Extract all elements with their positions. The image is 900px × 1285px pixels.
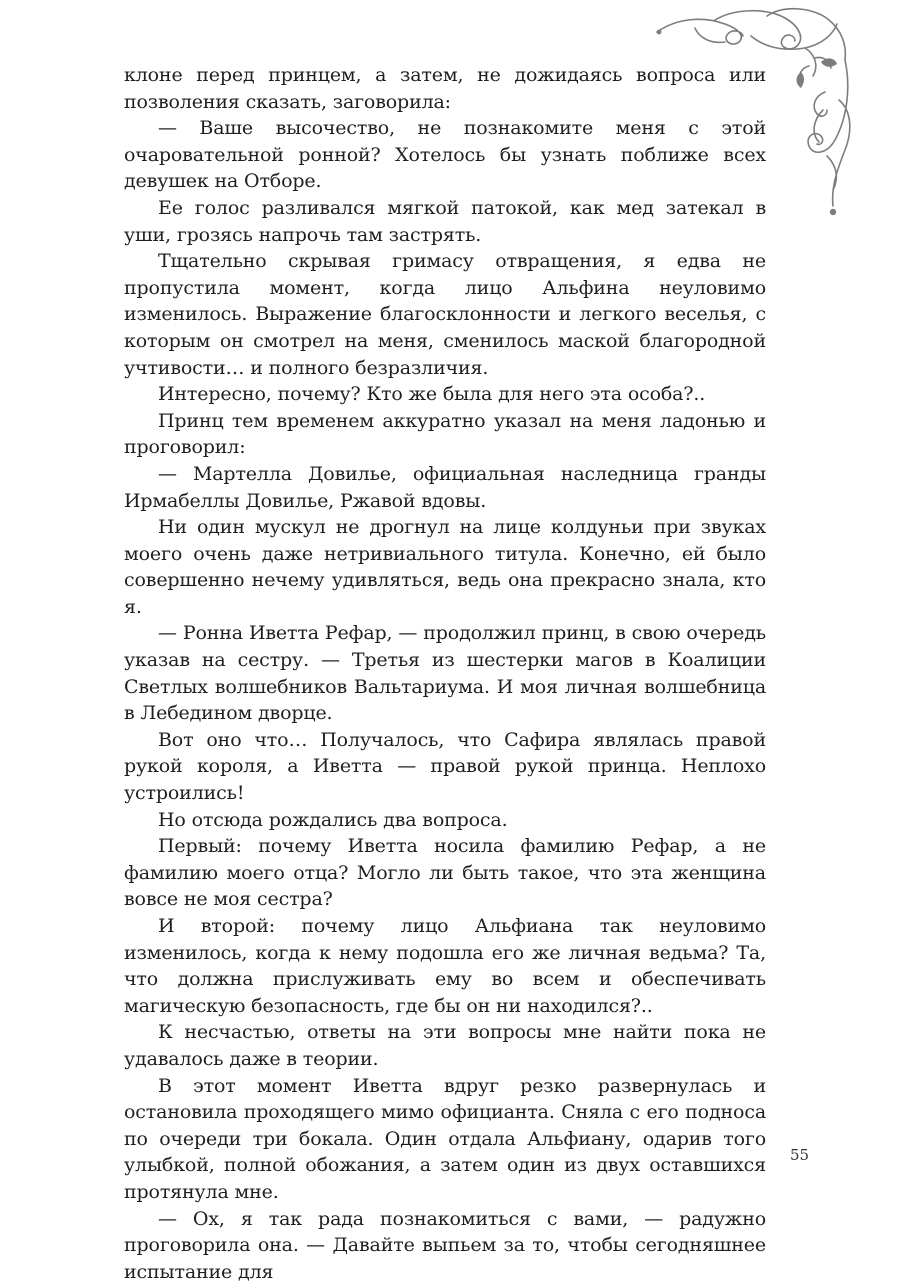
paragraph: Интересно, почему? Кто же была для него эта особа?.. bbox=[158, 383, 706, 406]
paragraph: — Ронна Иветта Рефар, — продолжил принц, в свою очередь указав на сестру. — Третья из шестерки магов в Коалиции Светлых волшебников Вальтариума. И моя личная волшебница в Лебедином дворце. bbox=[124, 622, 766, 725]
body-text bbox=[124, 62, 766, 1285]
paragraph: И второй: почему лицо Альфиана так неуловимо изменилось, когда к нему подошла его же личная ведьма? Та, что должна прислуживать ему во всем и обеспечивать магическую безопасность, где бы он ни находился?.. bbox=[124, 915, 766, 1017]
paragraph: Вот оно что… Получалось, что Сафира являлась правой рукой короля, а Иветта — правой рукой принца. Неплохо устроились! bbox=[124, 728, 766, 805]
paragraph: Ее голос разливался мягкой патокой, как мед затекал в уши, грозясь напрочь там застрять. bbox=[124, 196, 766, 246]
paragraph: К несчастью, ответы на эти вопросы мне найти пока не удавалось даже в теории. bbox=[124, 1021, 766, 1070]
paragraph: — Ох, я так рада познакомиться с вами, — радужно проговорила она. — Давайте выпьем за то, чтобы сегодняшнее испытание для bbox=[124, 1207, 766, 1283]
paragraph: — Ваше высочество, не познакомите меня с этой очаровательной ронной? Хотелось бы узнать поближе всех девушек на Отборе. bbox=[124, 117, 766, 193]
paragraph: Первый: почему Иветта носила фамилию Рефар, а не фамилию моего отца? Могло ли быть такое, что эта женщина вовсе не моя сестра? bbox=[124, 835, 766, 911]
paragraph: клоне перед принцем, а затем, не дожидаясь вопроса или позволения сказать, заговорила: bbox=[124, 64, 766, 113]
paragraph: В этот момент Иветта вдруг резко развернулась и остановила проходящего мимо официанта. Сняла с его подноса по очереди три бокала. Один отдала Альфиану, одарив того улыбкой, полной обожания, а затем один из двух оставшихся протянула мне. bbox=[124, 1074, 766, 1203]
page-number: 55 bbox=[790, 1146, 810, 1164]
paragraph: Тщательно скрывая гримасу отвращения, я едва не пропустила момент, когда лицо Альфина неуловимо изменилось. Выражение благосклонности и легкого веселья, с которым он смотрел на меня, сменилось маской благородной учтивости… и полного безразличия. bbox=[124, 250, 766, 379]
paragraph: Но отсюда рождались два вопроса. bbox=[158, 808, 508, 831]
paragraph: Принц тем временем аккуратно указал на меня ладонью и проговорил: bbox=[124, 409, 766, 459]
paragraph: — Мартелла Довилье, официальная наследница гранды Ирмабеллы Довилье, Ржавой вдовы. bbox=[124, 462, 766, 512]
paragraph: Ни один мускул не дрогнул на лице колдуньи при звуках моего очень даже нетривиального титула. Конечно, ей было совершенно нечему удивляться, ведь она прекрасно знала, кто я. bbox=[124, 516, 766, 618]
